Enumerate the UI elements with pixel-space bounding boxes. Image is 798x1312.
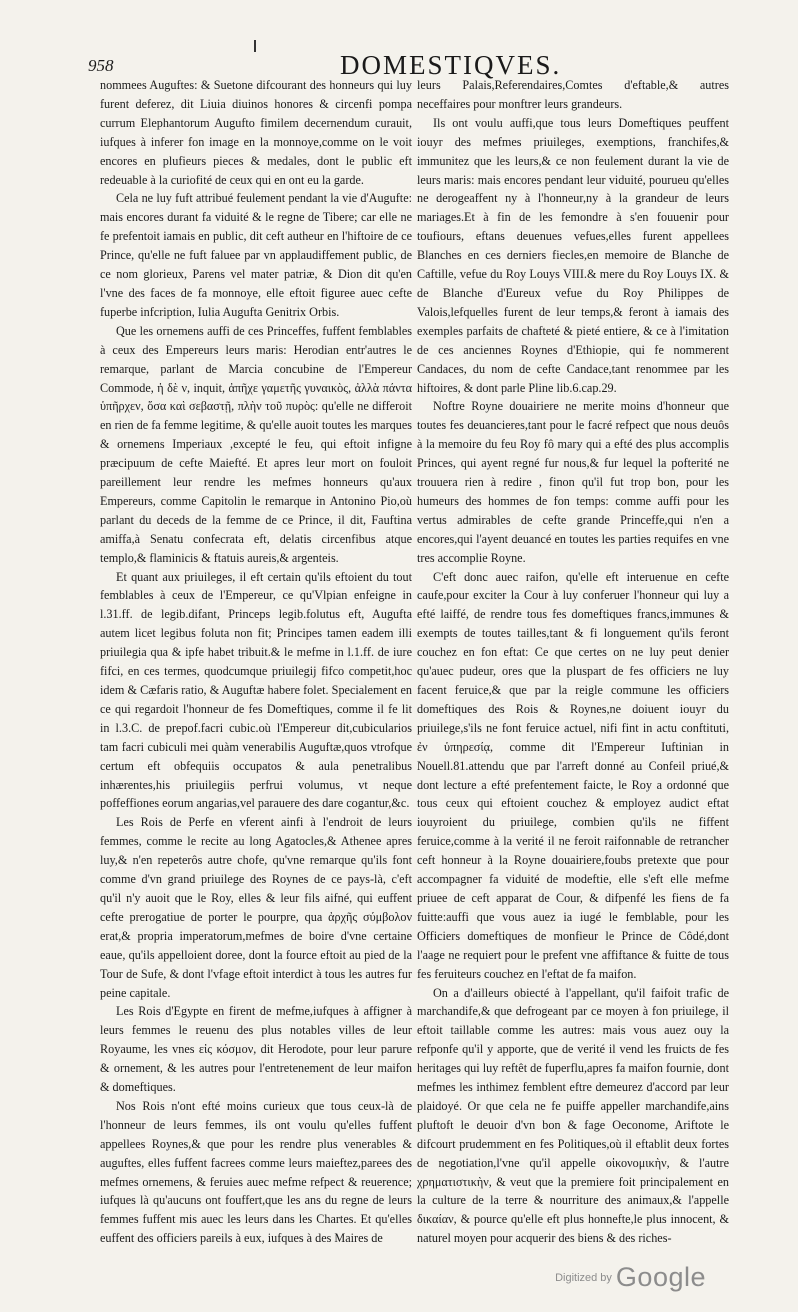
paragraph: Que les ornemens auffi de ces Princeffes, fuffent femblables à ceux des Empereurs leurs maris: Herodian entr'autres le remarque, parlant de Marcia concubine de l'Empereur Commode, ἡ δὲ ν, inquit, ἀπῆχε γαμετῆς γυναικὸς, ἀλλὰ πάντα ὑπῆρχεν, ὅσα καὶ σεβαστῇ, πλὴν τοῦ πυρὸς: qu'elle ne differoit en rien de fa femme legitime, & qu'elle auoit toutes les marques & ornemens Imperiaux ,excepté le feu, qui eftoit infigne præcipuum de cefte Maiefté. Et apres leur mort on fouloit pareillement leur rendre les mefmes honneurs qu'aux Empereurs, comme Capitolin le remarque in Antonino Pio,où parlant du deceds de la femme de ce Prince, il dit, Fauftina amiffa,à Senatu confecrata eft, delatis circenfibus atque templo,& flaminicis & ftatuis aureis,& argenteis. [100,323,412,565]
right-column [417,76,729,1248]
paragraph: Nos Rois n'ont efté moins curieux que tous ceux-là de l'honneur de leurs femmes, ils ont voulu qu'elles fuffent appellees Roynes,& que pour les rendre plus venerables & auguftes, elles fuffent facrees comme leurs maieftez,parees des mefmes ornemens, & feruies auec mefme refpect & reuerence; iufques là qu'aucuns ont fouffert,que les ans du regne de leurs femmes fuffent mis auec les leurs dans les Chartes. Et qu'elles euffent des officiers pareils à eux, iufques à des Maires de [100,1098,412,1246]
running-head: DOMESTIQVES. [340,50,562,80]
paragraph: leurs Palais,Referendaires,Comtes d'eftable,& autres neceffaires pour monftrer leurs grandeurs. [417,78,729,111]
left-column [100,76,412,1248]
paragraph: Noftre Royne douairiere ne merite moins d'honneur que toutes fes deuancieres,tant pour le facré refpect que nous deuôs à la memoire du feu Roy fô mary qui a efté des plus accomplis Princes, qui ayent regné fur nous,& fur lequel la pofterité ne trouuera rien à redire , finon qu'il fut trop bon, pour les humeurs des hommes de fon temps: comme auffi pour les vertus admirables de cefte grande Princeffe,qui n'en a encores,qui l'ayent deuancé en toutes les parties requifes en vne tres accomplie Royne. [417,399,729,565]
page-mark [254,40,256,52]
paragraph: C'eft donc auec raifon, qu'elle eft interuenue en cefte caufe,pour exciter la Cour à luy conferuer l'honneur qui luy a efté laiffé, de rendre tous fes domeftiques francs,immunes & exempts de toutes tailles,tant & fi longuement qu'ils feront couchez en fon eftat: Ce que certes on ne luy peut denier qu'auec pudeur, ores que la pluspart de fes officiers ne luy facent feruice,& que par la reigle commune les officiers domeftiques des Rois & Roynes,ne doiuent iouyr du priuilege,s'ils ne font feruice actuel, nifi fint in actu conftituti, ἐν ὑπηρεσίᾳ, comme dit l'Empereur Iuftinian in Nouell.81.attendu que par l'arreft donné au Confeil priué,& dont lecture a efté prefentement faicte, le Roy a ordonné que tous ceux qui eftoient couchez & employez audict eftat iouyroient du priuilege, combien qu'ils ne fiffent feruice,comme à la verité il ne feroit raifonnable de retrancher ceft honneur à la Royne douairiere,foubs pretexte que pour accompagner fa viduité de modeftie, elle s'eft elle mefme priuee de ceft apparat de Cour, & difpenfé les fiens de fa fuitte:auffi que vous auez ia iugé le femblable, pour les Officiers domeftiques de monfieur le Prince de Côdé,dont l'aage ne requiert pour le prefent vne affiftance & fuitte de tous fes feruiteurs couchez en l'eftat de fa maifon. [417,569,729,981]
paragraph: Cela ne luy fuft attribué feulement pendant la vie d'Augufte: mais encores durant fa viduité & le regne de Tibere; car elle ne fe prefentoit iamais en public, dit ceft autheur en l'hiftoire de ce Prince, qu'elle ne fuft faluee par vn applaudiffement public, de ce nom glorieux, Parens vel mater patriæ, & Dion dit qu'en l'vne des faces de fa monnoye, elle eftoit figuree auec cefte fuperbe infcription, Iulia Augufta Genitrix Orbis. [100,191,412,319]
paragraph: Les Rois d'Egypte en firent de mefme,iufques à affigner à leurs femmes le reuenu des plus notables villes de leur Royaume, les vnes εἰς κόσμον, dit Herodote, pour leur parure & ornement, & les autres pour l'entretenement de leur maifon & domeftiques. [100,1004,412,1095]
paragraph: On a d'ailleurs obiecté à l'appellant, qu'il faifoit trafic de marchandife,& que defrogeant par ce moyen à fon priuilege, il eftoit taillable comme les autres: mais vous auez ouy la refponfe qu'il y apporte, que de verité il vend les fruicts de fes heritages qui luy reftêt de fuperflu,apres fa maifon fournie, dont mefmes les inthimez femblent eftre demeurez d'accord par leur plaidoyé. Or que cela ne fe puiffe appeller marchandife,ains pluftoft le deuoir d'vn bon & fage Oeconome, Ariftote le difcourt prudemment en fes Politiques,où il eftablit deux fortes de negotiation,l'vne qu'il appelle οἰκονομικὴν, & l'autre χρηματιστικὴν, & veut que la premiere foit principalement en la culture de la terre & nourriture des animaux,& l'appelle δικαίαν, & pource qu'elle eft plus honnefte,le plus innocent, & naturel moyen pour acquerir des biens & des riches- [417,985,729,1246]
page-number: 958 [88,56,114,75]
paragraph: nommees Auguftes: & Suetone difcourant des honneurs qui luy furent deferez, dit Liuia diuinos honores & circenfi pompa currum Elephantorum Augufto fimilem decernendum curauit, iufques à inferer fon image en la monnoye,comme on le voit encores en plufieurs pieces & medales, dont le public eft redeuable à la curiofité de ceux qui en ont eu la garde. [100,78,412,187]
digitized-watermark [555,1262,706,1293]
paragraph: Et quant aux priuileges, il eft certain qu'ils eftoient du tout femblables à ceux de l'Empereur, ce qu'Vlpian enfeigne in l.31.ff. de legib.difant, Princeps legib.folutus eft, Augufta autem licet legibus foluta non fit; Principes tamen eadem illi priuilegia qua & ipfe habet tribuit.& le mefme in l.1.ff. de iure fifci, en ces termes, quodcumque priuilegij fifco competit,hoc idem & Cæfaris ratio, & Auguftæ habere folet. Specialement en ce qui regardoit l'honneur de fes Domeftiques, comme il fe lit in l.3.C. de prepof.facri cubic.où l'Empereur dit,cubicularios tam facri cubiculi mei quàm venerabilis Auguftæ,quos vtrofque certum eft obfequiis occupatos & aula penetralibus inhærentes,his priuilegiis perfrui volumus, vt neque poffeffiones eorum angarias,vel parauere des dare cogantur,&c. [100,569,412,811]
google-logo: Google [615,1262,706,1292]
digitized-by-text: Digitized by [555,1271,612,1284]
paragraph: Ils ont voulu auffi,que tous leurs Domeftiques peuffent iouyr des mefmes priuileges, exemptions, franchifes,& immunitez que les leurs,& ce non feulement durant la vie de leurs maris: mais encores pendant leur viduité, pourueu qu'elles ne derogeaffent ny à l'honneur,ny à la grandeur de leurs mariages.Et à fin de les femondre à s'en fouuenir pour toufiours, eftans deuenues vefues,elles furent appellees Blanches en ces derniers fiecles,en memoire de Blanche de Caftille, vefue du Roy Louys VIII.& mere du Roy Louys IX. & de Blanche d'Eureux vefue du Roy Philippes de Valois,lefquelles furent de leur temps,& feront à iamais des exemples parfaits de chafteté & pieté entiere, & ce à l'imitation de ces anciennes Roynes d'Ethiopie, qui fe nommerent Candaces, du nom de cefte Candace,tant renommee par les hiftoires, & dont parle Pline lib.6.cap.29. [417,115,729,395]
paragraph: Les Rois de Perfe en vferent ainfi à l'endroit de leurs femmes, comme le recite au long Agatocles,& Athenee apres luy,& n'en repeterôs autre chofe, qu'vne remarque qu'ils font comme d'vn grand priuilege des Roynes de ce pays-là, c'eft qu'il n'y auoit que le Roy, elles & leur fils aifné, qui euffent cefte prerogatiue de porter le pourpre, qua ἀρχῆς σύμβολον erat,& propria imperatorum,mefmes de boire d'vne certaine eaue, qu'ils appelloient doree, dont la fource eftoit au pied de la Tour de Sufe, & dont l'vfage eftoit interdict à tous les autres fur peine capitale. [100,815,412,1000]
